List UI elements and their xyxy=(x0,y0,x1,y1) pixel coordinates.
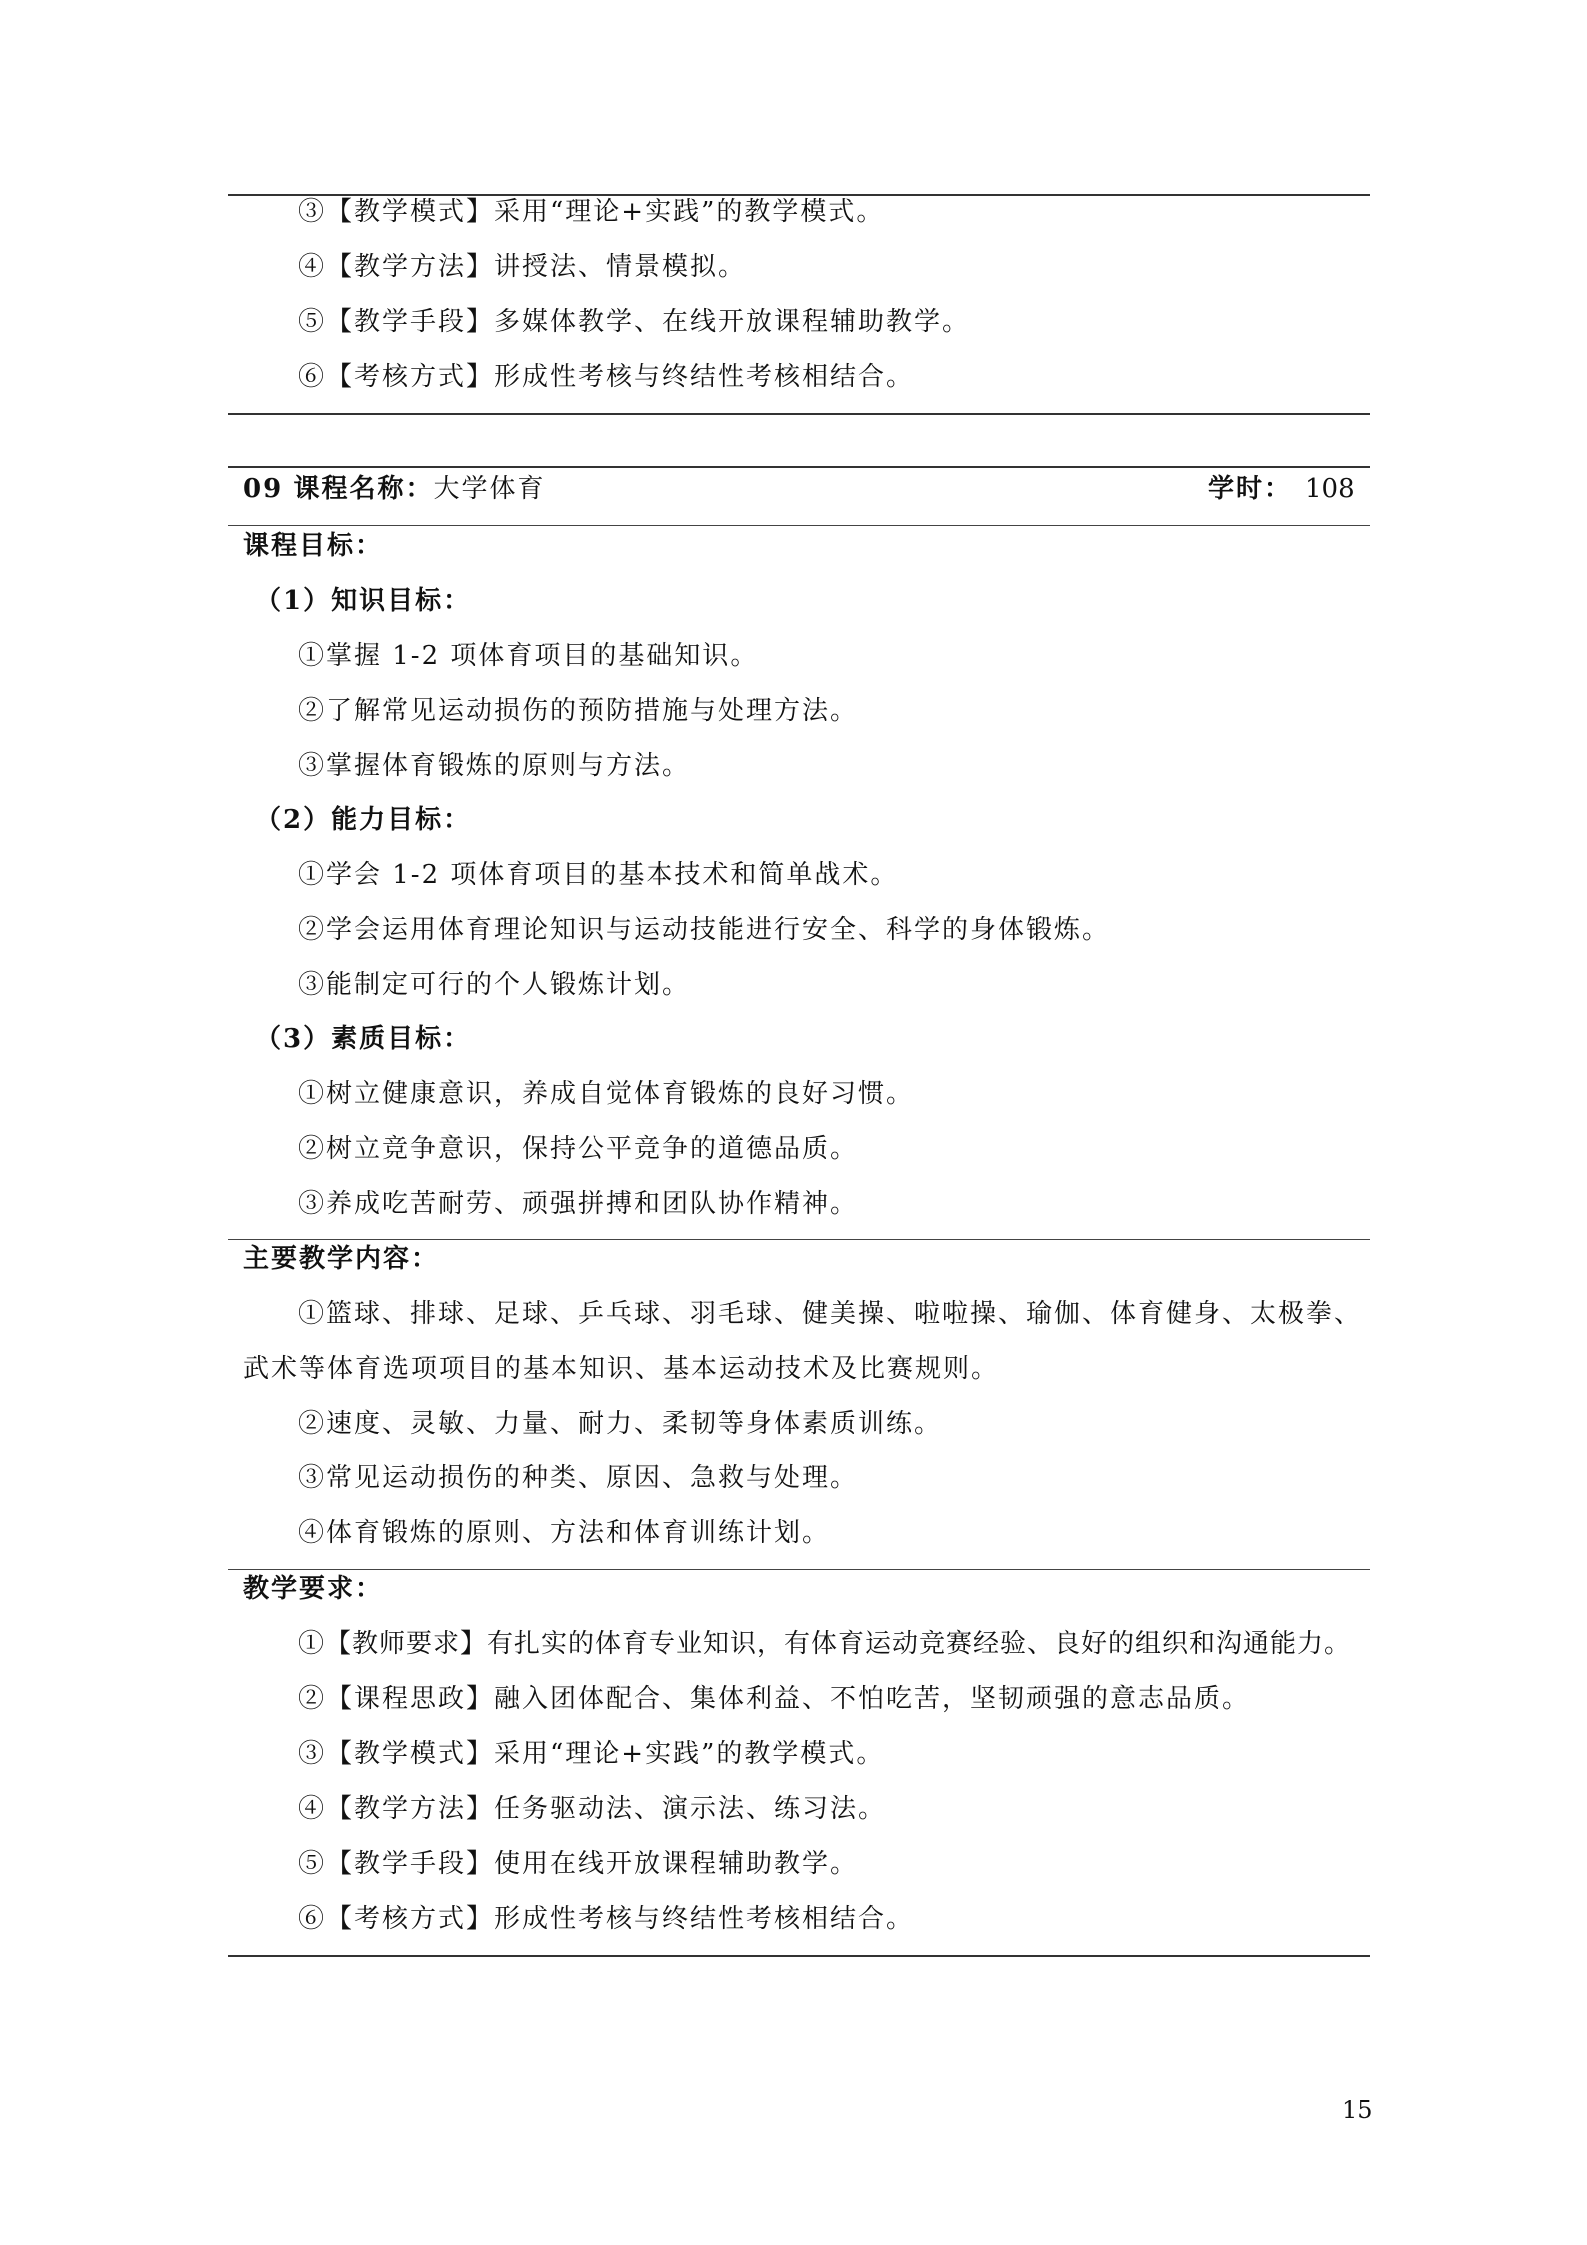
prev-section-bottom-rule xyxy=(228,413,1370,415)
course-name: 大学体育 xyxy=(433,474,546,504)
prev-item-3: ③【教学模式】采用“理论+实践”的教学模式。 xyxy=(298,197,885,227)
knowledge-goal-item: ②了解常见运动损伤的预防措施与处理方法。 xyxy=(298,696,859,726)
quality-goal-title: （3）素质目标： xyxy=(255,1024,472,1054)
requirement-item: ⑤【教学手段】使用在线开放课程辅助教学。 xyxy=(298,1849,859,1879)
goals-label: 课程目标： xyxy=(243,531,384,561)
course-number: 09 xyxy=(243,474,284,504)
quality-goal-item: ①树立健康意识，养成自觉体育锻炼的良好习惯。 xyxy=(298,1079,915,1109)
quality-goal-item: ③养成吃苦耐劳、顽强拼搏和团队协作精神。 xyxy=(298,1189,859,1219)
prev-item-5: ⑤【教学手段】多媒体教学、在线开放课程辅助教学。 xyxy=(298,307,971,337)
ability-goal-item: ③能制定可行的个人锻炼计划。 xyxy=(298,970,691,1000)
prev-item-6: ⑥【考核方式】形成性考核与终结性考核相结合。 xyxy=(298,362,915,392)
knowledge-goal-title: （1）知识目标： xyxy=(255,586,472,616)
course-hours-label: 学时： xyxy=(1208,474,1293,504)
page-number: 15 xyxy=(1342,2096,1373,2124)
goals-bottom-rule xyxy=(228,1239,1370,1240)
requirement-item: ⑥【考核方式】形成性考核与终结性考核相结合。 xyxy=(298,1904,915,1934)
requirements-label: 教学要求： xyxy=(243,1574,384,1604)
requirement-item: ②【课程思政】融入团体配合、集体利益、不怕吃苦，坚韧顽强的意志品质。 xyxy=(298,1684,1251,1714)
course-title-row xyxy=(243,473,545,505)
course-bottom-rule xyxy=(228,1955,1370,1957)
prev-item-4: ④【教学方法】讲授法、情景模拟。 xyxy=(298,252,747,282)
course-name-label: 课程名称： xyxy=(293,474,434,504)
requirement-item: ③【教学模式】采用“理论+实践”的教学模式。 xyxy=(298,1739,885,1769)
quality-goal-item: ②树立竞争意识，保持公平竞争的道德品质。 xyxy=(298,1134,859,1164)
content-item: ③常见运动损伤的种类、原因、急救与处理。 xyxy=(298,1463,859,1493)
requirement-item: ④【教学方法】任务驱动法、演示法、练习法。 xyxy=(298,1794,887,1824)
content-item: ④体育锻炼的原则、方法和体育训练计划。 xyxy=(298,1518,831,1548)
content-item-continuation: 武术等体育选项项目的基本知识、基本运动技术及比赛规则。 xyxy=(243,1354,1000,1384)
content-item: ①篮球、排球、足球、乒乓球、羽毛球、健美操、啦啦操、瑜伽、体育健身、太极拳、 xyxy=(298,1299,1363,1329)
content-label: 主要教学内容： xyxy=(243,1244,440,1274)
content-bottom-rule xyxy=(228,1569,1370,1570)
knowledge-goal-item: ③掌握体育锻炼的原则与方法。 xyxy=(298,751,691,781)
course-top-rule xyxy=(228,466,1370,468)
ability-goal-item: ②学会运用体育理论知识与运动技能进行安全、科学的身体锻炼。 xyxy=(298,915,1111,945)
requirement-item: ①【教师要求】有扎实的体育专业知识，有体育运动竞赛经验、良好的组织和沟通能力。 xyxy=(298,1629,1352,1659)
ability-goal-title: （2）能力目标： xyxy=(255,805,472,835)
knowledge-goal-item: ①掌握 1-2 项体育项目的基础知识。 xyxy=(298,641,759,671)
course-hours-value: 108 xyxy=(1305,474,1355,504)
ability-goal-item: ①学会 1-2 项体育项目的基本技术和简单战术。 xyxy=(298,860,899,890)
content-item: ②速度、灵敏、力量、耐力、柔韧等身体素质训练。 xyxy=(298,1409,943,1439)
course-header-rule xyxy=(228,525,1370,526)
